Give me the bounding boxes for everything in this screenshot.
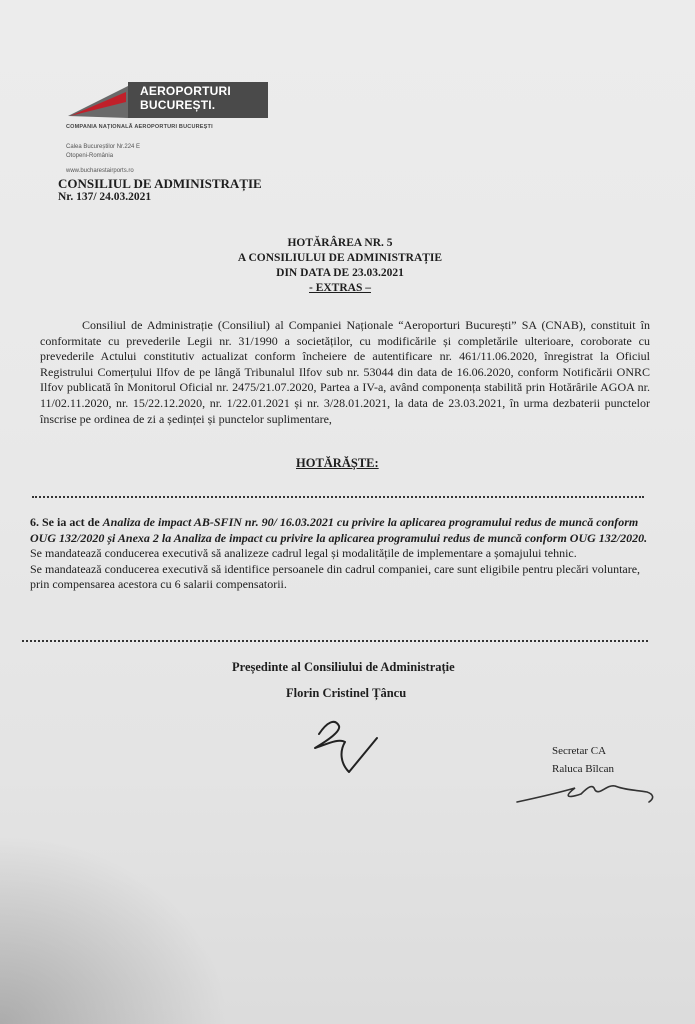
point-lead: 6. Se ia act de <box>30 515 100 529</box>
decides-heading: HOTĂRĂȘTE: <box>296 456 379 470</box>
title-extras: - EXTRAS – <box>309 282 371 294</box>
secretary-role: Secretar CA <box>552 745 607 757</box>
point-impact-analysis: Analiza de impact AB-SFIN nr. 90/ 16.03.2021 cu privire la aplicarea programului redus de muncă conform OUG 132/2020 și Anexa 2 la Analiza de impact cu privire la aplicarea programului redus de muncă conform OUG 132/2020. <box>30 515 648 545</box>
logo-line2: BUCUREȘTI. <box>140 98 216 112</box>
photo-shadow <box>0 834 230 1024</box>
company-name: COMPANIA NAȚIONALĂ AEROPORTURI BUCUREȘTI <box>66 124 213 130</box>
title-line3: DIN DATA DE 23.03.2021 <box>276 267 404 279</box>
website: www.bucharestairports.ro <box>66 168 134 174</box>
logo-text <box>140 84 231 112</box>
dotted-separator <box>22 640 648 642</box>
address-line1: Calea Bucureștilor Nr.224 E <box>66 144 141 150</box>
company-logo <box>68 82 268 118</box>
decision-point-6 <box>30 515 660 593</box>
point-mandate-1: Se mandatează conducerea executivă să analizeze cadrul legal și modalitățile de implementare a șomajului tehnic. <box>30 546 577 560</box>
secretary-name: Raluca Bîlcan <box>552 763 615 775</box>
point-mandate-2: Se mandatează conducerea executivă să identifice persoanele din cadrul companiei, care sunt eligibile pentru plecări voluntare, prin compensarea acestora cu 6 salarii compensatorii. <box>30 561 641 591</box>
signatory-role: Președinte al Consiliului de Administrație <box>232 660 455 674</box>
header-number: Nr. 137/ 24.03.2021 <box>58 191 152 203</box>
president-signature <box>305 712 385 782</box>
title-line2: A CONSILIULUI DE ADMINISTRAȚIE <box>237 252 443 264</box>
preamble-paragraph: Consiliul de Administrație (Consiliul) al Companiei Naționale “Aeroporturi București” SA (CNAB), constituit în conformitate cu prevederile Legii nr. 31/1990 a societăților, cu modificările și completările ulterioare, coroborate cu prevederile Actului constitutiv actualizat conform încheiere de autentificare nr. 461/11.06.2020, înregistrat la Oficiul Registrului Comerțului Ilfov de pe lângă Tribunalul Ilfov sub nr. 53044 din data de 16.06.2020, conform Notificării ONRC Ilfov publicată în Monitorul Oficial nr. 2475/21.07.2020, Partea a IV-a, având componența stabilită prin Hotărârile AGOA nr. 11/02.11.2020, nr. 15/22.12.2020, nr. 1/22.01.2021 și nr. 3/28.01.2021, la data de 23.03.2021, în urma dezbaterii punctelor înscrise pe ordinea de zi a ședinței și punctelor suplimentare, <box>40 318 650 426</box>
header-org: CONSILIUL DE ADMINISTRAȚIE <box>58 176 262 191</box>
dotted-separator <box>32 496 644 498</box>
title-line1: HOTĂRÂREA NR. 5 <box>287 237 393 249</box>
signatory-name: Florin Cristinel Țâncu <box>286 686 407 700</box>
logo-line1: AEROPORTURI <box>140 84 231 98</box>
address-line2: Otopeni-România <box>66 153 114 159</box>
secretary-signature <box>515 772 665 812</box>
